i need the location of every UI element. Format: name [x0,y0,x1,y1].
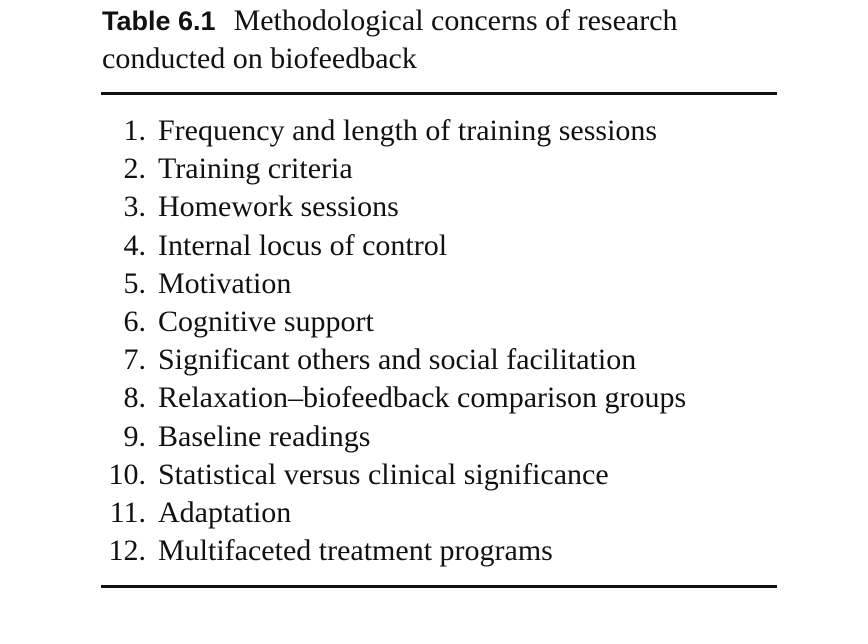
item-number: 1. [123,114,146,147]
item-text: Baseline readings [158,419,371,453]
list-item [100,494,686,532]
item-number: 9. [123,419,146,453]
item-number: 6. [123,304,146,338]
list-item [100,379,686,417]
bottom-rule [101,585,777,588]
list-item [100,188,686,226]
item-text: Cognitive support [158,304,374,338]
item-text: Motivation [158,266,292,300]
item-text: Adaptation [158,495,292,529]
item-text: Significant others and social facilitation [158,343,637,377]
list-item [100,150,686,188]
table-caption [102,2,802,78]
item-number: 4. [123,228,146,262]
list-item [100,112,686,150]
item-number: 12. [108,534,146,568]
list-item [100,303,686,341]
list-item [100,456,686,494]
item-number: 7. [123,343,146,377]
item-number: 3. [123,190,146,224]
item-number: 11. [109,495,146,529]
top-rule [101,92,777,95]
table-title-line-2: conducted on biofeedback [102,42,417,75]
item-text: Relaxation–biofeedback comparison groups [158,381,687,415]
item-text: Multifaceted treatment programs [158,534,553,568]
item-number: 8. [123,381,146,415]
list-item [100,341,686,379]
item-text: Training criteria [158,152,353,186]
table-label: Table 6.1 [102,6,216,36]
caption-line-1 [102,2,802,40]
item-text: Frequency and length of training sessions [158,114,658,147]
concerns-list [100,112,686,570]
item-number: 5. [123,266,146,300]
item-text: Internal locus of control [158,228,448,262]
list-item [100,418,686,456]
table-title-line-1: Methodological concerns of research [233,4,678,37]
item-number: 10. [108,457,146,491]
list-item [100,227,686,265]
item-number: 2. [123,152,146,186]
item-text: Homework sessions [158,190,399,224]
list-item [100,265,686,303]
list-item [100,532,686,570]
item-text: Statistical versus clinical significance [158,457,609,491]
